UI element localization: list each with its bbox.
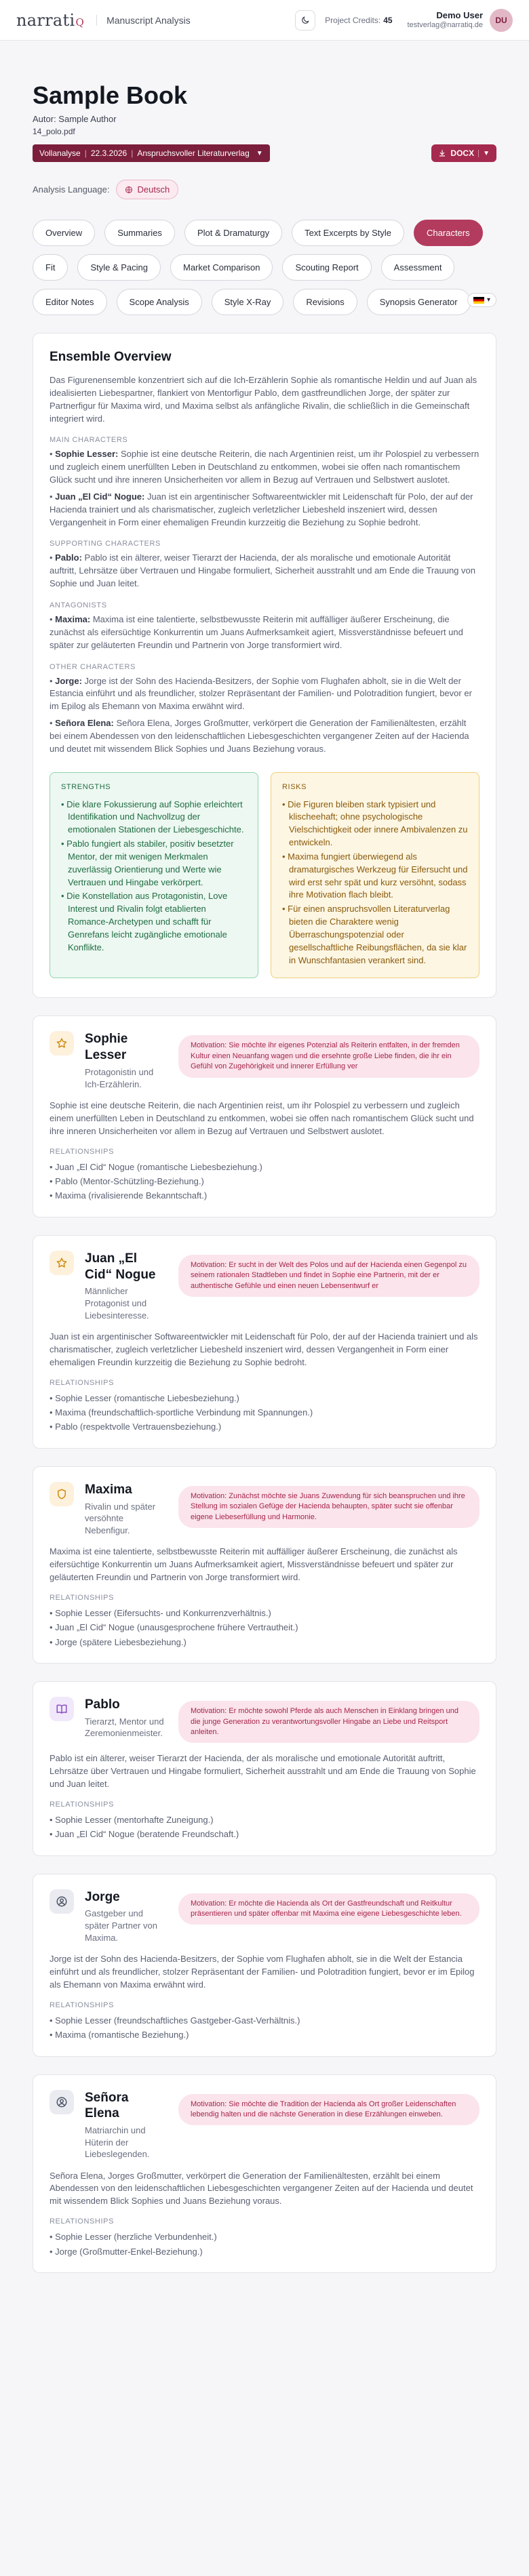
risks-label: RISKS: [282, 782, 307, 791]
entry-name: Señora Elena:: [55, 718, 114, 729]
character-motivation: Motivation: Er möchte die Hacienda als Ort der Gastfreundschaft und Reitkultur präsentieren und später offenbar mit Maxima eine eigene Liebesgeschichte leben.: [178, 1893, 479, 1925]
tab-editor-notes[interactable]: Editor Notes: [33, 289, 107, 315]
globe-icon: [125, 186, 133, 194]
tab-text-excerpts-by-style[interactable]: Text Excerpts by Style: [292, 220, 404, 246]
theme-toggle-button[interactable]: [295, 10, 315, 31]
relationships-list: [50, 1813, 479, 1842]
relationship-item: • Pablo (Mentor-Schützling-Beziehung.): [50, 1174, 479, 1188]
strengths-box: [50, 772, 258, 979]
language-label: Analysis Language:: [33, 184, 110, 195]
character-role: Matriarchin und Hüterin der Liebeslegenden.: [85, 2125, 150, 2160]
ensemble-character-entry: • Jorge: Jorge ist der Sohn des Hacienda-Besitzers, der Sophie vom Flughafen abholt, sie in die Welt der Estancia einführt und als freundlicher, stolzer Repräsentant der Familien- und Polotradition fungiert, bevor er im Epilog als Ehemann von Maxima erwähnt wird.: [50, 675, 472, 712]
relationships-list: [50, 1606, 479, 1649]
relationship-item: • Maxima (rivalisierende Bekanntschaft.): [50, 1188, 479, 1203]
entry-text: Señora Elena, Jorges Großmutter, verkörpert die Generation der Familienältesten, erzählt bei einem Abendessen von den leidenschaftlichen Liebesgeschichten vergangener Zeiten auf der Hacienda und deutet mit wissendem Blick Sophies und Juans Beziehung voraus.: [50, 718, 469, 754]
tab-characters[interactable]: Characters: [414, 220, 483, 246]
character-card-senora-elena: [33, 2074, 496, 2274]
tab-plot-dramaturgy[interactable]: Plot & Dramaturgy: [184, 220, 282, 246]
ensemble-summary: Das Figurenensemble konzentriert sich auf die Ich-Erzählerin Sophie als romantische Heldin und auf Juan als idealisierten Liebespartner, flankiert von Mentorfigur Pablo, dem gastfreundlichen Jorge, der später zur Partnerfigur für Maxima wird, und Maxima selbst als anfängliche Rivalin, die schließlich in die Gemeinschaft integriert wird.: [50, 375, 477, 424]
relationship-item: • Maxima (romantische Beziehung.): [50, 2028, 479, 2042]
book-title: Sample Book: [33, 81, 188, 109]
relationships-label: RELATIONSHIPS: [50, 1593, 115, 1602]
group-label: SUPPORTING CHARACTERS: [50, 540, 161, 548]
relationships-label: RELATIONSHIPS: [50, 2217, 115, 2226]
tab-bar: [33, 220, 496, 315]
entry-text: Pablo ist ein älterer, weiser Tierarzt der Hacienda, der als moralische und emotionale Autorität auftritt, Lehrsätze über Vertrauen und Hingabe formuliert, Sicherheit ausstrahlt und am Ende die Trauung von Sophie und Juan leitet.: [50, 552, 475, 589]
analysis-selector[interactable]: Vollanalyse | 22.3.2026 | Anspruchsvoller Literaturverlag ▼: [33, 144, 270, 162]
group-label: MAIN CHARACTERS: [50, 436, 128, 445]
character-description: Maxima ist eine talentierte, selbstbewusste Reiterin mit auffälliger äußerer Erscheinung, die zunächst als eifersüchtige Konkurrentin um Juans Aufmerksamkeit agiert, Missverständnisse befeuert und später zur geläuterten Freundin und Partnerin von Jorge transformiert wird.: [50, 1546, 458, 1582]
language-chip[interactable]: Deutsch: [116, 180, 178, 199]
relationships-list: [50, 2013, 479, 2042]
character-description: Jorge ist der Sohn des Hacienda-Besitzers, der Sophie vom Flughafen abholt, sie in die Welt der Estancia einführt und als freundlicher, stolzer Repräsentant der Familien- und Polotradition fungiert, bevor er im Epilog als Ehemann von Maxima erwähnt wird.: [50, 1954, 475, 1990]
book-author: Autor: Sample Author: [33, 114, 117, 124]
ensemble-title: Ensemble Overview: [50, 350, 172, 364]
character-name: Juan „El Cid“ Nogue: [85, 1251, 156, 1282]
character-role: Gastgeber und später Partner von Maxima.: [85, 1908, 157, 1943]
character-motivation: Motivation: Er möchte sowohl Pferde als auch Menschen in Einklang bringen und die junge Generation zu verantwortungsvoller Hingabe an Liebe und Reitsport anleiten.: [178, 1701, 479, 1743]
character-name: Pablo: [85, 1697, 120, 1712]
strength-item: • Die Konstellation aus Protagonistin, Love Interest und Rivalin folgt etablierten Romance-Archetypen und schafft für Genrefans leicht zugängliche emotionale Konflikte.: [61, 891, 228, 952]
entry-text: Sophie ist eine deutsche Reiterin, die nach Argentinien reist, um ihr Polospiel zu verbessern und zugleich einem unerfüllten Leben in Deutschland zu entkommen, wobei sie offen nach romantischem Glück sucht und ihre inneren Unsicherheiten vor allem in Bezug auf Vertrauen und Selbstwert auslotet.: [50, 449, 479, 485]
relationship-item: • Sophie Lesser (Eifersuchts- und Konkurrenzverhältnis.): [50, 1606, 479, 1620]
entry-name: Juan „El Cid“ Nogue:: [55, 491, 145, 502]
character-role: Protagonistin und Ich-Erzählerin.: [85, 1066, 154, 1089]
book-icon: [50, 1697, 74, 1721]
entry-name: Sophie Lesser:: [55, 449, 119, 460]
app-title: Manuscript Analysis: [96, 15, 191, 26]
relationship-item: • Maxima (freundschaftlich-sportliche Verbindung mit Spannungen.): [50, 1405, 479, 1420]
ensemble-character-entry: • Pablo: Pablo ist ein älterer, weiser Tierarzt der Hacienda, der als moralische und emotionale Autorität auftritt, Lehrsätze über Vertrauen und Hingabe formuliert, Sicherheit ausstrahlt und am Ende die Trauung von Sophie und Juan leitet.: [50, 552, 475, 589]
entry-text: Jorge ist der Sohn des Hacienda-Besitzers, der Sophie vom Flughafen abholt, sie in die Welt der Estancia einführt und als freundlicher, stolzer Repräsentant der Familien- und Polotradition fungiert, bevor er im Epilog als Ehemann von Maxima erwähnt wird.: [50, 675, 472, 712]
user-email: testverlag@narratiq.de: [407, 20, 483, 29]
relationship-item: • Jorge (spätere Liebesbeziehung.): [50, 1635, 479, 1649]
chevron-down-icon: ▼: [478, 150, 490, 157]
ensemble-overview-card: [33, 333, 496, 998]
ensemble-character-entry: • Sophie Lesser: Sophie ist eine deutsche Reiterin, die nach Argentinien reist, um ihr Polospiel zu verbessern und zugleich einem unerfüllten Leben in Deutschland zu entkommen, wobei sie offen nach romantischem Glück sucht und ihre inneren Unsicherheiten vor allem in Bezug auf Vertrauen und Selbstwert auslotet.: [50, 449, 479, 485]
character-name: Jorge: [85, 1889, 120, 1904]
character-description: Pablo ist ein älterer, weiser Tierarzt der Hacienda, der als moralische und emotionale Autorität auftritt, Lehrsätze über Vertrauen und Hingabe formuliert, Sicherheit ausstrahlt und am Ende die Trauung von Sophie und Juan leitet.: [50, 1753, 476, 1789]
relationship-item: • Sophie Lesser (romantische Liebesbeziehung.): [50, 1391, 479, 1405]
tab-assessment[interactable]: Assessment: [381, 254, 455, 281]
character-card-juan-el-cid-nogue: [33, 1235, 496, 1449]
group-label: OTHER CHARACTERS: [50, 662, 136, 671]
character-role: Männlicher Protagonist und Liebesinteresse.: [85, 1286, 149, 1321]
relationships-label: RELATIONSHIPS: [50, 1147, 115, 1156]
shield-icon: [50, 1482, 74, 1506]
relationship-item: • Juan „El Cid“ Nogue (beratende Freundschaft.): [50, 1827, 479, 1841]
tab-style-x-ray[interactable]: Style X-Ray: [212, 289, 284, 315]
chevron-down-icon: ▾: [486, 296, 490, 304]
character-description: Sophie ist eine deutsche Reiterin, die nach Argentinien reist, um ihr Polospiel zu verbessern und zugleich einem unerfüllten Leben in Deutschland zu entkommen, wobei sie offen nach romantischem Glück sucht und ihre inneren Unsicherheiten vor allem in Bezug auf Vertrauen und Selbstwert auslotet.: [50, 1100, 474, 1136]
entry-text: Maxima ist eine talentierte, selbstbewusste Reiterin mit auffälliger äußerer Erscheinung, die zunächst als eifersüchtige Konkurrentin um Juans Aufmerksamkeit agiert, Missverständnisse befeuert und später zur geläuterten Freundin und Partnerin von Jorge transformiert wird.: [50, 613, 463, 650]
character-motivation: Motivation: Sie möchte die Tradition der Hacienda als Ort großer Leidenschaften lebendig halten und die nächste Generation in diese Erzählungen einweben.: [178, 2094, 479, 2126]
tab-revisions[interactable]: Revisions: [293, 289, 357, 315]
logo[interactable]: narratiQ: [16, 10, 85, 30]
chevron-down-icon: ▼: [256, 149, 263, 157]
tab-style-pacing[interactable]: Style & Pacing: [77, 254, 161, 281]
character-card-maxima: [33, 1466, 496, 1664]
group-label: ANTAGONISTS: [50, 601, 107, 609]
entry-text: Juan ist ein argentinischer Softwareentwickler mit Leidenschaft für Polo, der auf der Hacienda trainiert und als charismatischer, zugleich verletzlicher Liebesheld inszeniert wird, dessen Vergangenheit in Form einer ehemaligen Freundin kurzzeitig die Beziehung zu Sophie bedroht.: [50, 491, 473, 527]
relationship-item: • Jorge (Großmutter-Enkel-Beziehung.): [50, 2245, 479, 2259]
character-motivation: Motivation: Er sucht in der Welt des Polos und auf der Hacienda einen Gegenpol zu seinem rationalen Stadtleben und findet in Sophie eine Partnerin, mit der er authentische Gefühle und einen neuen Lebensentwurf er: [178, 1255, 479, 1297]
tab-fit[interactable]: Fit: [33, 254, 68, 281]
tab-overview[interactable]: Overview: [33, 220, 95, 246]
relationships-label: RELATIONSHIPS: [50, 2000, 115, 2009]
character-motivation: Motivation: Sie möchte ihr eigenes Potenzial als Reiterin entfalten, in der fremden Kultur einen Neuanfang wagen und die ersehnte große Liebe finden, die ihr ein Gefühl von Zugehörigkeit und innerer Erfüllung ver: [178, 1035, 479, 1077]
character-name: Señora Elena: [85, 2090, 129, 2121]
star-icon: [50, 1251, 74, 1275]
character-card-sophie-lesser: [33, 1015, 496, 1217]
character-description: Juan ist ein argentinischer Softwareentwickler mit Leidenschaft für Polo, der auf der Hacienda trainiert und als charismatischer, zugleich verletzlicher Liebesheld inszeniert wird, dessen Vergangenheit in Form einer ehemaligen Freundin kurzzeitig die Beziehung zu Sophie bedroht.: [50, 1331, 478, 1367]
relationship-item: • Sophie Lesser (freundschaftliches Gastgeber-Gast-Verhältnis.): [50, 2013, 479, 2028]
character-name: Maxima: [85, 1482, 132, 1497]
user-icon: [50, 1889, 74, 1914]
avatar[interactable]: DU: [490, 9, 513, 32]
entry-name: Pablo:: [55, 552, 82, 563]
risk-item: • Für einen anspruchsvollen Literaturverlag bieten die Charaktere wenig Überraschungspotenzial oder gesellschaftliche Reibungsflächen, da sie klar in Wunschfantasien verankert sind.: [282, 904, 467, 965]
tab-synopsis-generator[interactable]: Synopsis Generator: [367, 289, 471, 315]
moon-icon: [300, 16, 310, 25]
relationship-item: • Sophie Lesser (mentorhafte Zuneigung.): [50, 1813, 479, 1827]
relationship-item: • Pablo (respektvolle Vertrauensbeziehung.): [50, 1420, 479, 1434]
strength-item: • Pablo fungiert als stabiler, positiv besetzter Mentor, der mit wenigen Merkmalen zuverlässig Orientierung und Werte wie Vertrauen und Hingabe verkörpert.: [61, 839, 234, 887]
ensemble-character-entry: • Maxima: Maxima ist eine talentierte, selbstbewusste Reiterin mit auffälliger äußerer Erscheinung, die zunächst als eifersüchtige Konkurrentin um Juans Aufmerksamkeit agiert, Missverständnisse befeuert und später zur geläuterten Freundin und Partnerin von Jorge transformiert wird.: [50, 613, 463, 650]
character-card-jorge: [33, 1874, 496, 2057]
character-description: Señora Elena, Jorges Großmutter, verkörpert die Generation der Familienältesten, erzählt bei einem Abendessen von den leidenschaftlichen Liebesgeschichten vergangener Zeiten auf der Hacienda und deutet mit wissendem Blick Sophies und Juans Beziehung voraus.: [50, 2170, 473, 2207]
entry-name: Jorge:: [55, 675, 82, 686]
relationship-item: • Sophie Lesser (herzliche Verbundenheit.): [50, 2230, 479, 2244]
character-card-pablo: [33, 1681, 496, 1856]
user-info: [408, 10, 483, 31]
user-name: Demo User: [436, 9, 483, 20]
project-credits: Project Credits: 45: [325, 15, 393, 25]
ensemble-character-entry: • Juan „El Cid“ Nogue: Juan ist ein argentinischer Softwareentwickler mit Leidenschaft für Polo, der auf der Hacienda trainiert und als charismatischer, zugleich verletzlicher Liebesheld inszeniert wird, dessen Vergangenheit in Form einer ehemaligen Freundin kurzzeitig die Beziehung zu Sophie bedroht.: [50, 491, 473, 527]
relationships-list: [50, 2230, 479, 2259]
top-bar: [0, 0, 529, 41]
character-name: Sophie Lesser: [85, 1032, 128, 1063]
tab-scouting-report[interactable]: Scouting Report: [282, 254, 371, 281]
tab-summaries[interactable]: Summaries: [104, 220, 175, 246]
character-role: Rivalin und später versöhnte Nebenfigur.: [85, 1501, 156, 1535]
relationships-list: [50, 1391, 479, 1434]
user-icon: [50, 2090, 74, 2114]
german-flag-icon: [473, 297, 484, 304]
ensemble-character-entry: • Señora Elena: Señora Elena, Jorges Großmutter, verkörpert die Generation der Familienältesten, erzählt bei einem Abendessen von den leidenschaftlichen Liebesgeschichten vergangener Zeiten auf der Hacienda und deutet mit wissendem Blick Sophies und Juans Beziehung voraus.: [50, 718, 469, 754]
relationship-item: • Juan „El Cid“ Nogue (romantische Liebesbeziehung.): [50, 1160, 479, 1174]
character-motivation: Motivation: Zunächst möchte sie Juans Zuwendung für sich beanspruchen und ihre Stellung im sozialen Gefüge der Hacienda behaupten, später sucht sie offenbar eigene Liebeserfüllung und Harmonie.: [178, 1486, 479, 1528]
book-file: 14_polo.pdf: [33, 127, 75, 136]
strength-item: • Die klare Fokussierung auf Sophie erleichtert Identifikation und Nachvollzug der emotionalen Stationen der Liebesgeschichte.: [61, 799, 244, 835]
star-icon: [50, 1031, 74, 1055]
relationships-label: RELATIONSHIPS: [50, 1800, 115, 1809]
character-role: Tierarzt, Mentor und Zeremonienmeister.: [85, 1716, 164, 1739]
risk-item: • Maxima fungiert überwiegend als dramaturgisches Werkzeug für Eifersucht und wird erst sehr spät und kurz versöhnt, sodass ihre Motivation flach bleibt.: [282, 851, 468, 900]
risks-box: [271, 772, 479, 979]
risk-item: • Die Figuren bleiben stark typisiert und klischeehaft; ohne psychologische Vielschichtigkeit oder innere Ambivalenzen zu entwickeln.: [282, 799, 468, 848]
relationships-label: RELATIONSHIPS: [50, 1378, 115, 1387]
relationships-list: [50, 1160, 479, 1203]
tab-scope-analysis[interactable]: Scope Analysis: [117, 289, 202, 315]
tab-market-comparison[interactable]: Market Comparison: [170, 254, 273, 281]
credits-value: 45: [383, 15, 393, 25]
download-icon: [438, 149, 446, 157]
entry-name: Maxima:: [55, 613, 91, 624]
relationship-item: • Juan „El Cid“ Nogue (unausgesprochene frühere Vertrautheit.): [50, 1620, 479, 1634]
ui-language-selector[interactable]: [467, 293, 496, 307]
strengths-label: STRENGTHS: [61, 782, 111, 791]
export-docx-button[interactable]: DOCX ▼: [431, 144, 496, 162]
